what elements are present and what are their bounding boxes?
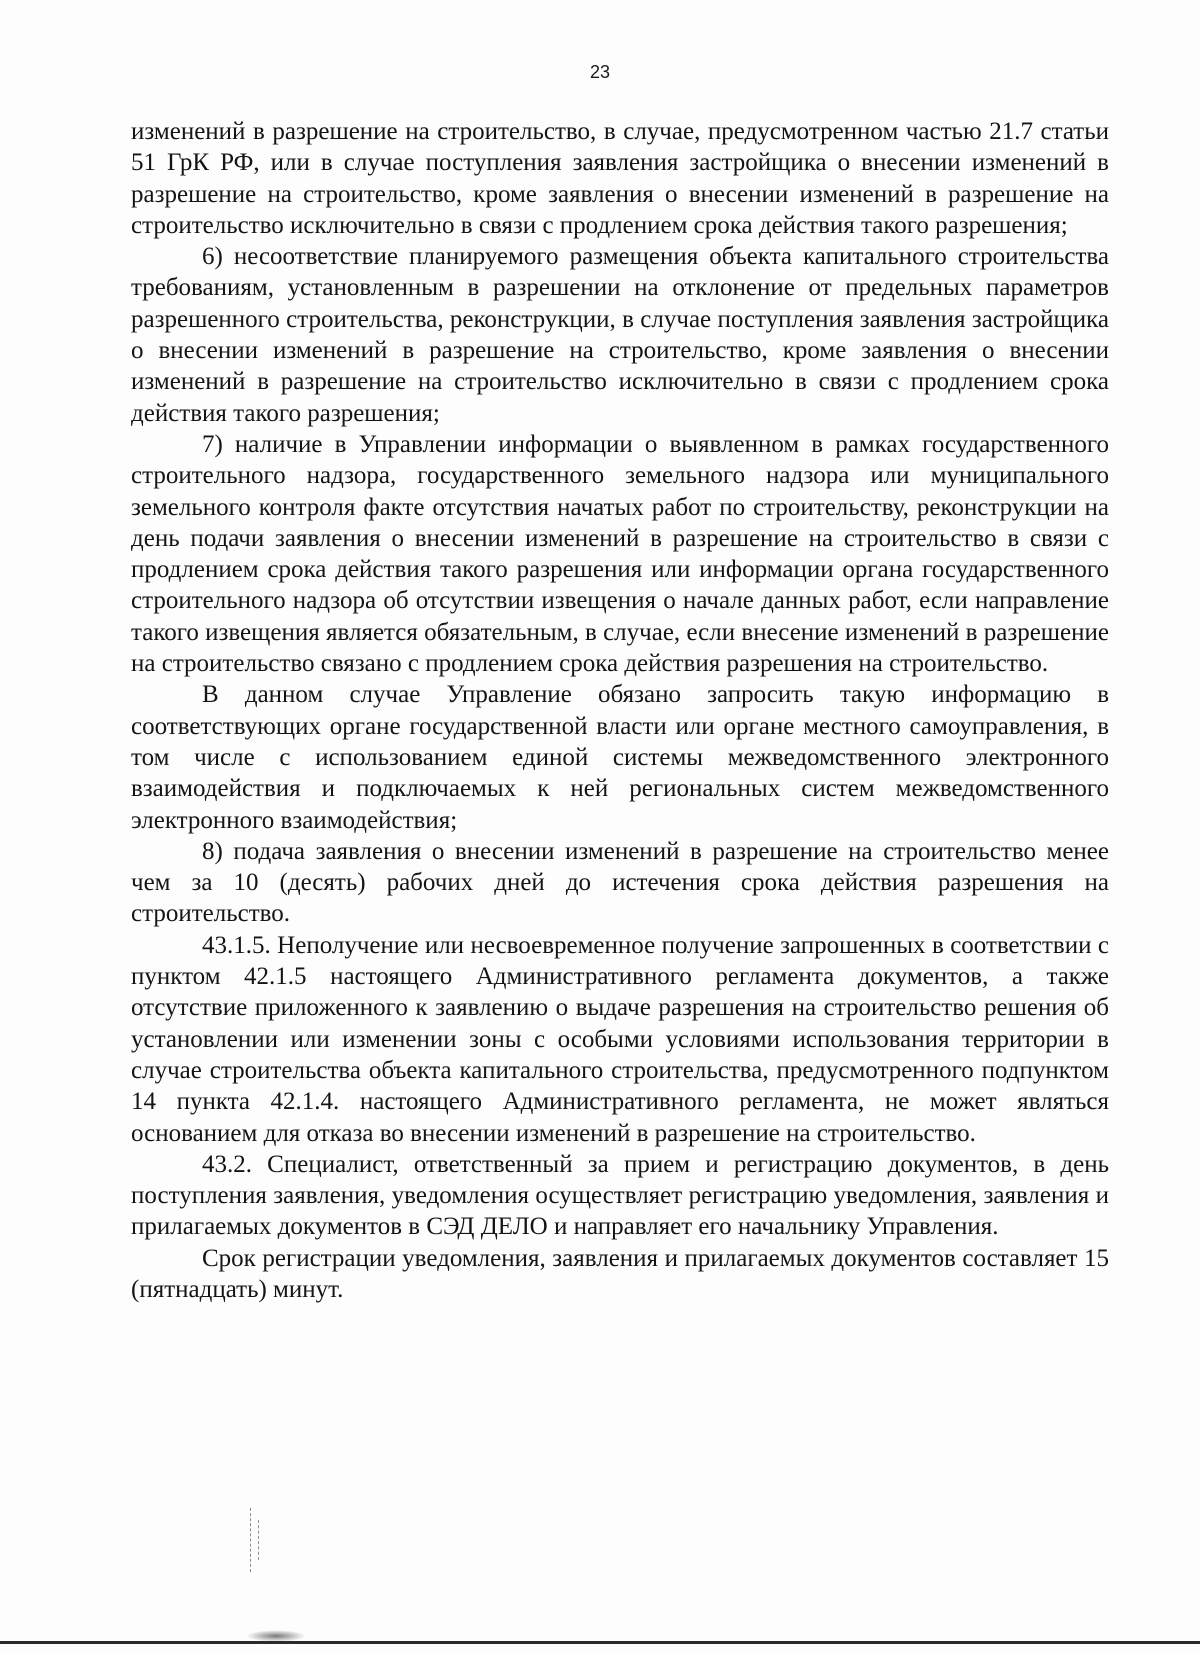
document-body bbox=[131, 116, 1109, 1305]
paragraph-continuation: изменений в разрешение на строительство, в случае, предусмотренном частью 21.7 статьи 51 ГрК РФ, или в случае поступления заявления застройщика о внесении изменений в разрешение на строительство, кроме заявления о внесении изменений в разрешение на строительство исключительно в связи с продлением срока действия такого разрешения; bbox=[131, 118, 1109, 239]
page-number: 23 bbox=[589, 62, 611, 82]
paragraph-43-1-5: 43.1.5. Неполучение или несвоевременное получение запрошенных в соответствии с пунктом 42.1.5 настоящего Административного регламента документов, а также отсутствие приложенного к заявлению о выдаче разрешения на строительство решения об установлении или изменении зоны с особыми условиями использования территории в случае строительства объекта капитального строительства, предусмотренного подпунктом 14 пункта 42.1.4. настоящего Административного регламента, не может являться основанием для отказа во внесении изменений в разрешение на строительство. bbox=[131, 931, 1109, 1147]
paragraph-item-6: 6) несоответствие планируемого размещения объекта капитального строительства требованиям, установленным в разрешении на отклонение от предельных параметров разрешенного строительства, реконструкции, в случае поступления заявления застройщика о внесении изменений в разрешение на строительство, кроме заявления о внесении изменений в разрешение на строительство исключительно в связи с продлением срока действия такого разрешения; bbox=[131, 243, 1109, 427]
paragraph-item-8: 8) подача заявления о внесении изменений в разрешение на строительство менее чем за 10 (десять) рабочих дней до истечения срока действия разрешения на строительство. bbox=[131, 837, 1109, 928]
paragraph-registration-time: Срок регистрации уведомления, заявления и прилагаемых документов составляет 15 (пятнадцать) минут. bbox=[131, 1244, 1109, 1303]
paragraph-item-7-note: В данном случае Управление обязано запросить такую информацию в соответствующих органе государственной власти или органе местного самоуправления, в том числе с использованием единой системы межведомственного электронного взаимодействия и подключаемых к ней региональных систем межведомственного электронного взаимодействия; bbox=[131, 681, 1109, 834]
scan-artifact-mark bbox=[250, 1508, 253, 1572]
paragraph-item-7: 7) наличие в Управлении информации о выявленном в рамках государственного строительного надзора, государственного земельного надзора или муниципального земельного контроля факте отсутствия начатых работ по строительству, реконструкции на день подачи заявления о внесении изменений в разрешение на строительство в связи с продлением срока действия такого разрешения или информации органа государственного строительного надзора об отсутствии извещения о начале данных работ, если направление такого извещения является обязательным, в случае, если внесение изменений в разрешение на строительство связано с продлением срока действия разрешения на строительство. bbox=[131, 430, 1109, 678]
paragraph-43-2: 43.2. Специалист, ответственный за прием и регистрацию документов, в день поступления заявления, уведомления осуществляет регистрацию уведомления, заявления и прилагаемых документов в СЭД ДЕЛО и направляет его начальнику Управления. bbox=[131, 1150, 1109, 1241]
scan-artifact-mark bbox=[258, 1520, 261, 1560]
scan-edge-line bbox=[0, 1641, 1200, 1644]
